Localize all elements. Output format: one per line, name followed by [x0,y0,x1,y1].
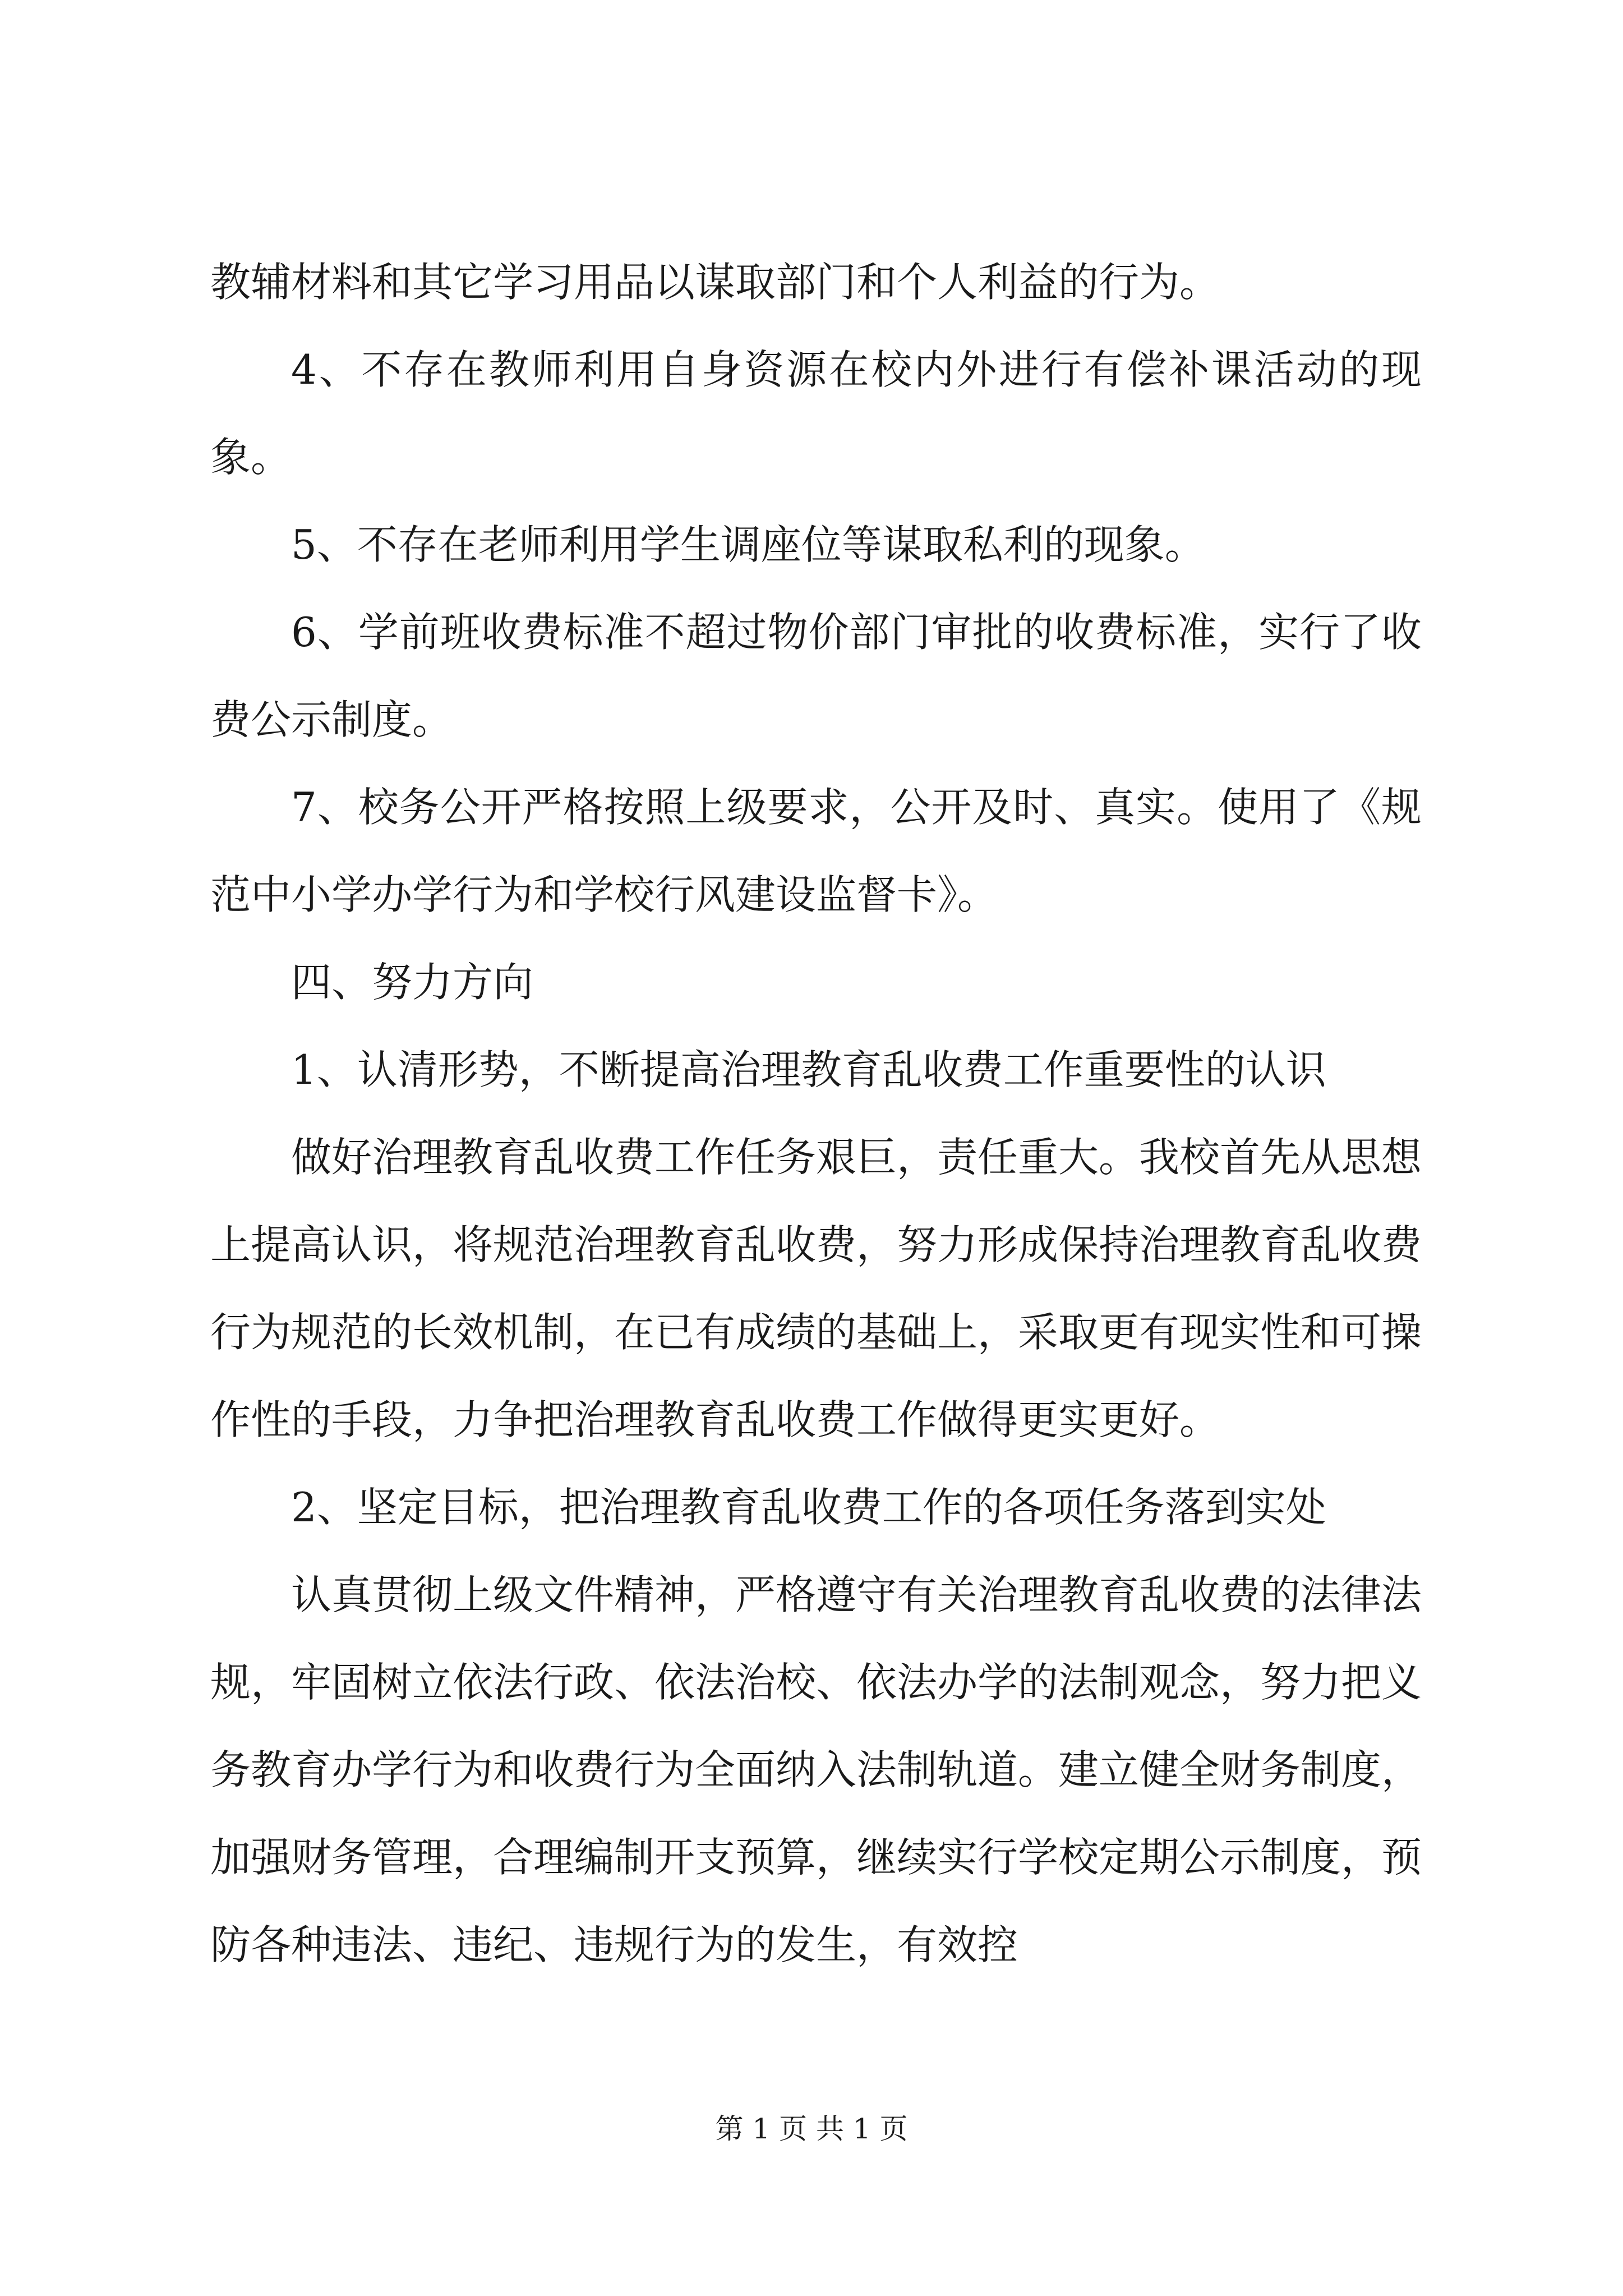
paragraph-5: 7、校务公开严格按照上级要求，公开及时、真实。使用了《规范中小学办学行为和学校行风建设监督卡》。 [210,784,1422,918]
section-heading: 四、努力方向 [291,959,534,1006]
paragraph-6: 做好治理教育乱收费工作任务艰巨，责任重大。我校首先从思想上提高认识，将规范治理教育乱收费，努力形成保持治理教育乱收费行为规范的长效机制，在已有成绩的基础上，采取更有现实性和可操作性的手段，力争把治理教育乱收费工作做得更实更好。 [210,1134,1422,1443]
page-footer: 第 1 页 共 1 页 [715,2113,908,2145]
paragraph-2: 4、不存在教师利用自身资源在校内外进行有偿补课活动的现象。 [210,346,1422,481]
subheading-1: 1、认清形势，不断提高治理教育乱收费工作重要性的认识 [291,1046,1326,1093]
paragraph-3: 5、不存在老师利用学生调座位等谋取私利的现象。 [291,521,1205,568]
paragraph-4: 6、学前班收费标准不超过物价部门审批的收费标准，实行了收费公示制度。 [210,609,1422,743]
paragraph-1: 教辅材料和其它学习用品以谋取部门和个人利益的行为。 [210,259,1220,306]
subheading-2: 2、坚定目标，把治理教育乱收费工作的各项任务落到实处 [291,1484,1326,1531]
document-body [210,238,1422,1989]
paragraph-7: 认真贯彻上级文件精神，严格遵守有关治理教育乱收费的法律法规，牢固树立依法行政、依法治校、依法办学的法制观念，努力把义务教育办学行为和收费行为全面纳入法制轨道。建立健全财务制度，加强财务管理，合理编制开支预算，继续实行学校定期公示制度，预防各种违法、违纪、违规行为的发生，有效控 [210,1571,1422,1968]
